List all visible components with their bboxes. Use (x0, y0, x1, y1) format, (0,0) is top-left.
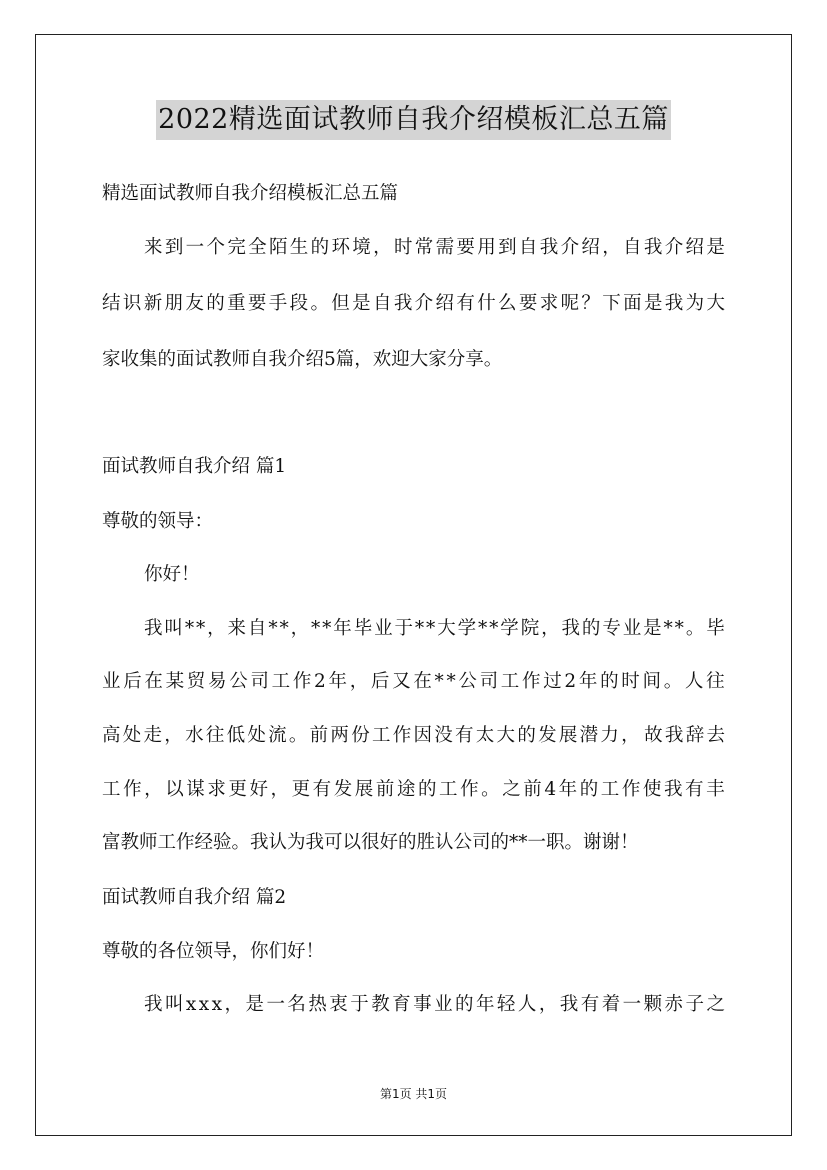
document-subtitle: 精选面试教师自我介绍模板汇总五篇 (102, 183, 399, 204)
intro-line-2: 结 识 新 朋 友 的 重 要 手 段 。 但 是 自 我 介 绍 有 什 么 要 求 呢 ？ 下 面 是 我 为 大 (102, 293, 725, 314)
section2-salutation: 尊敬的各位领导，你们好！ (102, 941, 325, 962)
intro-line-1: 来 到 一 个 完 全 陌 生 的 环 境 ， 时 常 需 要 用 到 自 我 介 绍 ， 自 我 介 绍 是 (144, 237, 725, 258)
section1-line-4: 工 作 ， 以 谋 求 更 好 ， 更 有 发 展 前 途 的 工 作 。 之 前 4 年 的 工 作 使 我 有 丰 (102, 779, 725, 800)
section1-greeting: 你好！ (144, 564, 200, 585)
document-title: 2022精选面试教师自我介绍模板汇总五篇 (156, 100, 671, 140)
section2-line-1: 我 叫 x x x ， 是 一 名 热 衷 于 教 育 事 业 的 年 轻 人 ， 我 有 着 一 颗 赤 子 之 (144, 994, 725, 1015)
section1-line-1: 我 叫 * * ， 来 自 * * ， * * 年 毕 业 于 * * 大 学 * * 学 院 ， 我 的 专 业 是 * * 。 毕 (144, 618, 725, 639)
section2-heading: 面试教师自我介绍 篇2 (102, 887, 287, 908)
section1-line-2: 业 后 在 某 贸 易 公 司 工 作 2 年 ， 后 又 在 * * 公 司 工 作 过 2 年 的 时 间 。 人 往 (102, 671, 725, 692)
intro-line-3: 家收集的面试教师自我介绍5篇，欢迎大家分享。 (102, 349, 503, 370)
section1-heading: 面试教师自我介绍 篇1 (102, 456, 287, 477)
section1-line-5: 富教师工作经验。我认为我可以很好的胜认公司的**一职。谢谢！ (102, 832, 639, 853)
section1-salutation: 尊敬的领导： (102, 511, 214, 532)
page-footer: 第1页 共1页 (379, 1087, 448, 1101)
section1-line-3: 高 处 走 ， 水 往 低 处 流 。 前 两 份 工 作 因 没 有 太 大 的 发 展 潜 力 ， 故 我 辞 去 (102, 725, 725, 746)
